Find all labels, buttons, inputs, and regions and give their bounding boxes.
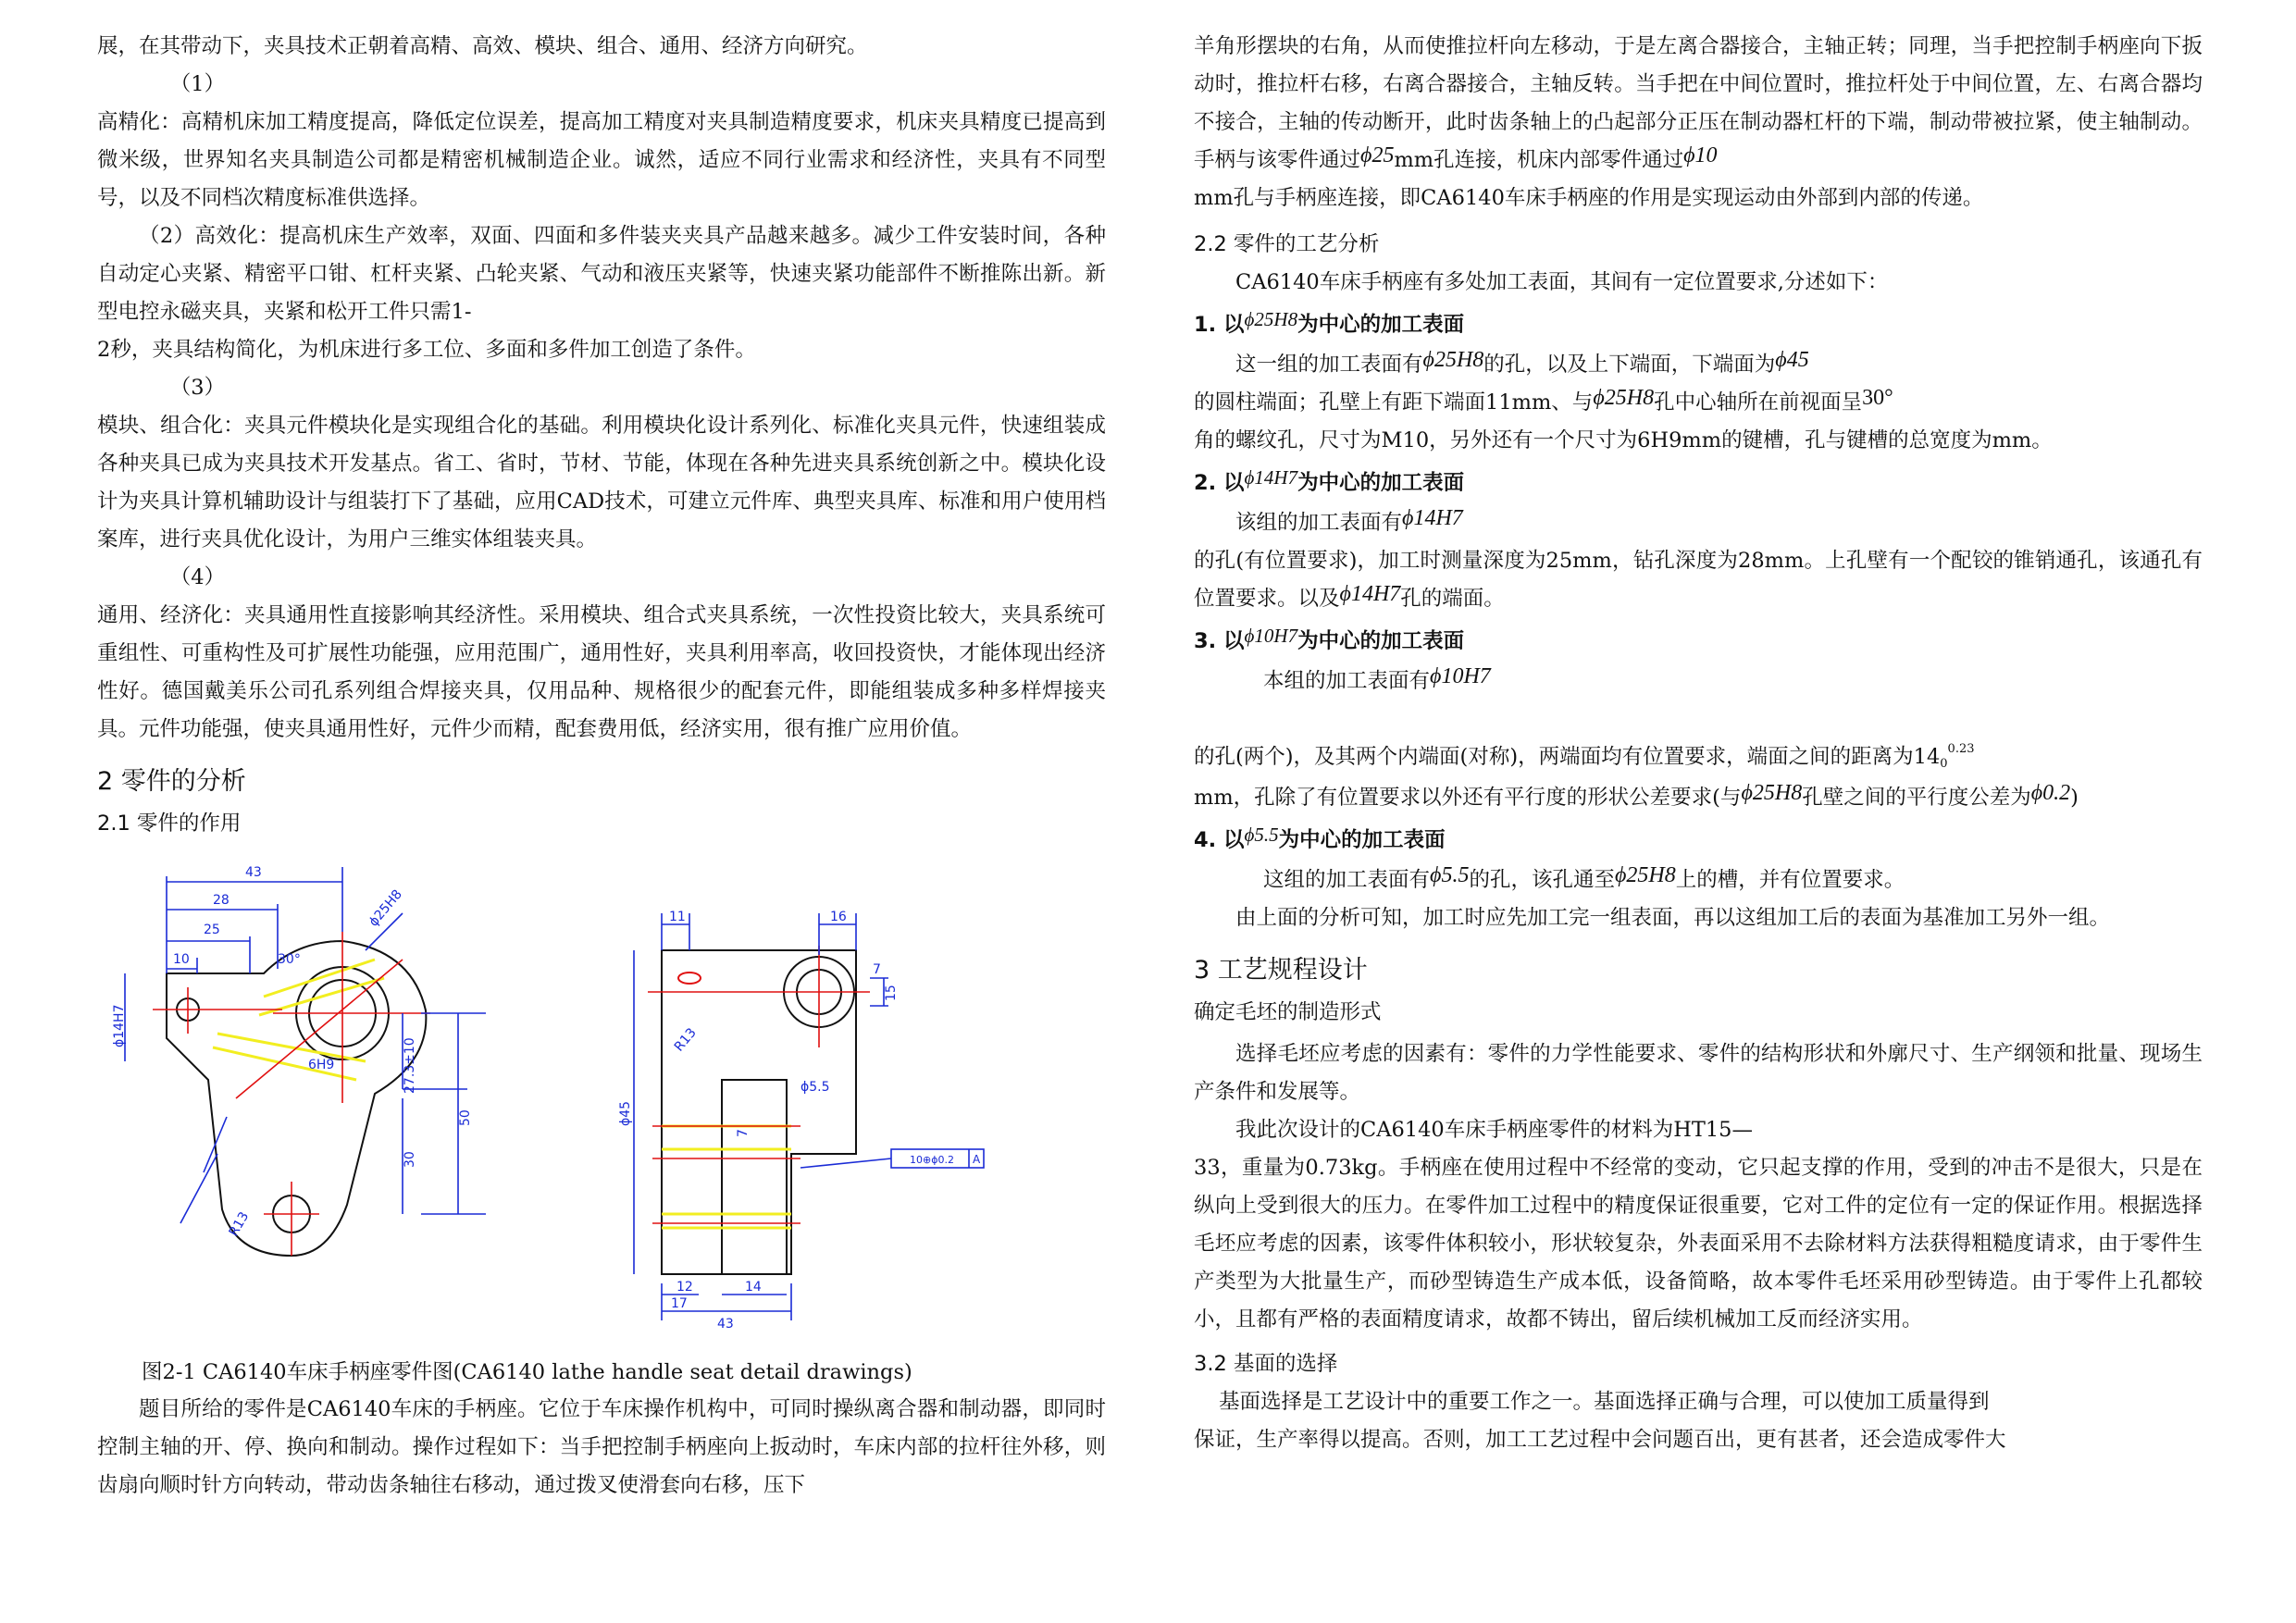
dim-label: 27.3±10 <box>403 1037 417 1094</box>
paragraph-summary: 由上面的分析可知，加工时应先加工完一组表面，再以这组加工后的表面为基准加工另外一组。 <box>1235 906 2111 930</box>
dim-label: R13 <box>226 1209 253 1239</box>
text-run: mm，孔除了有位置要求以外还有平行度的形状公差要求(与 <box>1194 786 1742 810</box>
text-run: 为中心的加工表面 <box>1278 828 1446 852</box>
text-run: 羊角形摆块的右角，从而使推拉杆向左移动，于是左离合器接合，主轴正转；同理，当手把控制手柄座向下扳动时，推拉杆右移，右离合器接合，主轴反转。当手把在中间位置时，推拉杆处于中间位置，左、右离合器均不接合，主轴的传动断开，此时齿条轴上的凸起部分正压在制动器杠杆的下端，制动带被拉紧，使主轴制动。手柄与该零件通过 <box>1194 34 2203 172</box>
text-run: 4. 以 <box>1194 828 1245 852</box>
part-drawing-figure <box>97 849 1097 1348</box>
text-run: 3. 以 <box>1194 629 1245 653</box>
dim-label: 15 <box>884 985 899 1001</box>
list-number-4: （4） <box>169 565 226 589</box>
math-symbol: ϕ14H7 <box>1402 506 1463 530</box>
item-heading-1 <box>1194 304 2203 346</box>
item-heading-2 <box>1194 462 2203 504</box>
paragraph-item-2 <box>1194 504 2203 618</box>
paragraph-item-3 <box>1194 663 2203 817</box>
text-run: ) <box>2070 786 2079 810</box>
paragraph-material-cont: 33，重量为0.73kg。手柄座在使用过程中不经常的变动，它只起支撑的作用，受到的冲击不是很大，只是在纵向上受到很大的压力。在零件加工过程中的精度保证很重要，它对工件的定位有一定的保证作用。根据选择毛坯应考虑的因素，该零件体积较小，形状较复杂，外表面采用不去除材料方法获得粗糙度请求，由于零件生产类型为大批量生产，而砂型铸造生产成本低，设备简略，故本零件毛坯采用砂型铸造。由于零件上孔都较小，且都有严格的表面精度请求，故都不铸出，留后续机械加工反而经济实用。 <box>1194 1156 2203 1332</box>
list-number-3: （3） <box>169 376 226 400</box>
figure-caption: 图2-1 CA6140车床手柄座零件图(CA6140 lathe handle seat detail drawings) <box>142 1360 912 1384</box>
text-run: 上的槽，并有位置要求。 <box>1675 868 1905 892</box>
text-run: mm孔与手柄座连接，即CA6140车床手柄座的作用是实现运动由外部到内部的传递。 <box>1194 186 1984 210</box>
section-heading-3: 3 工艺规程设计 <box>1194 956 1368 985</box>
paragraph-item-1 <box>1194 346 2203 460</box>
math-symbol: 30° <box>1862 386 1893 410</box>
text-run: 孔的端面。 <box>1400 587 1505 611</box>
dim-label: 17 <box>671 1296 688 1311</box>
dim-label: 11 <box>669 910 686 924</box>
math-symbol: ϕ25 <box>1360 143 1395 167</box>
dim-label: 43 <box>717 1317 734 1332</box>
dim-label: 14 <box>745 1280 762 1295</box>
math-symbol: ϕ14H7 <box>1244 466 1298 489</box>
text-run: 该组的加工表面有 <box>1235 511 1403 535</box>
text-run: 为中心的加工表面 <box>1297 471 1465 495</box>
item-heading-4 <box>1194 819 2203 861</box>
paragraph-item-4 <box>1194 861 2203 899</box>
dim-label: 25 <box>204 923 220 937</box>
dim-label: ϕ5.5 <box>800 1080 830 1095</box>
paragraph-general: 通用、经济化：夹具通用性直接影响其经济性。采用模块、组合式夹具系统，一次性投资比较大，夹具系统可重组性、可重构性及可扩展性功能强，应用范围广，通用性好，夹具利用率高，收回投资快，才能体现出经济性好。德国戴美乐公司孔系列组合焊接夹具，仅用品种、规格很少的配套元件，即能组装成多种多样焊接夹具。元件功能强，使夹具通用性好，元件少而精，配套费用低，经济实用，很有推广应用价值。 <box>97 603 1106 741</box>
paragraph-intro: 展，在其带动下，夹具技术正朝着高精、高效、模块、组合、通用、经济方向研究。 <box>97 34 868 58</box>
dimension-value: 14 <box>1913 745 1941 769</box>
subsection-heading-2-2: 2.2 零件的工艺分析 <box>1194 232 1380 256</box>
dim-label: R13 <box>671 1025 700 1055</box>
text-run: 这组的加工表面有 <box>1263 868 1431 892</box>
math-symbol: ϕ25H8 <box>1614 863 1676 887</box>
paragraph-datum: 基面选择是工艺设计中的重要工作之一。基面选择正确与合理，可以使加工质量得到 <box>1219 1390 1990 1414</box>
dim-label: ϕ45 <box>618 1100 633 1126</box>
text-run: mm孔连接，机床内部零件通过 <box>1394 148 1684 172</box>
text-run: 孔中心轴所在前视面呈 <box>1654 390 1863 415</box>
paragraph-part-role: 题目所给的零件是CA6140车床的手柄座。它位于车床操作机构中，可同时操纵离合器和制动器，即同时控制主轴的开、停、换向和制动。操作过程如下：当手把控制手柄座向上扳动时，车床内部的拉杆往外移，则齿扇向顺时针方向转动，带动齿条轴往右移动，通过拨叉使滑套向右移，压下 <box>97 1397 1106 1497</box>
item-heading-3 <box>1194 620 2203 663</box>
dim-label: ϕ14H7 <box>112 1004 127 1047</box>
paragraph-high-precision: 高精化：高精机床加工精度提高，降低定位误差，提高加工精度对夹具制造精度要求，机床夹具精度已提高到微米级，世界知名夹具制造公司都是精密机械制造企业。诚然，适应不同行业需求和经济性，夹具有不同型号，以及不同档次精度标准供选择。 <box>97 110 1106 210</box>
math-symbol: ϕ5.5 <box>1430 863 1470 887</box>
math-symbol: ϕ25H8 <box>1422 348 1484 372</box>
paragraph-high-efficiency: （2）高效化：提高机床生产效率，双面、四面和多件装夹夹具产品越来越多。减少工件安装时间，各种自动定心夹紧、精密平口钳、杠杆夹紧、凸轮夹紧、气动和液压夹紧等，快速夹紧功能部件不断推陈出新。新型电控永磁夹具，夹紧和松开工件只需1- <box>97 224 1106 324</box>
subsection-heading-3-2: 3.2 基面的选择 <box>1194 1352 1338 1376</box>
dim-label: 16 <box>830 910 847 924</box>
dim-label: 7 <box>736 1129 751 1137</box>
text-run: 的圆柱端面；孔壁上有距下端面11mm、与 <box>1194 390 1594 415</box>
dim-label: 7 <box>873 962 881 977</box>
math-symbol: ϕ5.5 <box>1244 824 1279 846</box>
math-symbol: ϕ25H8 <box>1593 386 1655 410</box>
tolerance-datum: A <box>973 1153 981 1166</box>
side-view <box>634 913 984 1320</box>
math-symbol: ϕ25H8 <box>1741 781 1803 805</box>
dim-label: 30° <box>278 952 301 967</box>
math-symbol: ϕ14H7 <box>1339 582 1401 606</box>
text-run: 的孔，该孔通至 <box>1469 868 1615 892</box>
text-run: 的孔，以及上下端面，下端面为 <box>1483 353 1776 377</box>
paragraph-material: 我此次设计的CA6140车床手柄座零件的材料为HT15— <box>1235 1118 1753 1142</box>
text-run: 本组的加工表面有 <box>1263 669 1431 693</box>
section-heading-2: 2 零件的分析 <box>97 767 246 796</box>
paragraph-modular: 模块、组合化：夹具元件模块化是实现组合化的基础。利用模块化设计系列化、标准化夹具元件，快速组装成各种夹具已成为夹具技术开发基点。省工、省时，节材、节能，体现在各种先进夹具系统创新之中。模块化设计为夹具计算机辅助设计与组装打下了基础，应用CAD技术，可建立元件库、典型夹具库、标准和用户使用档案库，进行夹具优化设计，为用户三维实体组装夹具。 <box>97 414 1106 551</box>
dim-label: 6H9 <box>308 1058 335 1072</box>
dim-label: ϕ25H8 <box>366 886 405 930</box>
right-column <box>1194 28 2203 1459</box>
engineering-drawing <box>97 849 1097 1348</box>
dim-label: 50 <box>458 1109 473 1126</box>
math-symbol: ϕ10 <box>1683 143 1718 167</box>
paragraph-blank-factors: 选择毛坯应考虑的因素有：零件的力学性能要求、零件的结构形状和外廓尺寸、生产纲领和批量、现场生产条件和发展等。 <box>1194 1042 2203 1104</box>
text-run: 的孔(两个)，及其两个内端面(对称)，两端面均有位置要求，端面之间的距离为 <box>1194 745 1914 769</box>
left-column <box>97 28 1106 1505</box>
dimension-lower-tol: 0 <box>1940 757 1948 771</box>
dim-label: 12 <box>676 1280 693 1295</box>
math-symbol: ϕ0.2 <box>2030 781 2071 805</box>
tolerance-frame-text: 10⊕ϕ0.2 <box>910 1154 954 1166</box>
text-run: 1. 以 <box>1194 313 1245 337</box>
paragraph-high-efficiency-cont: 2秒，夹具结构简化，为机床进行多工位、多面和多件加工创造了条件。 <box>97 338 756 362</box>
dim-label: 43 <box>245 865 262 880</box>
dim-label: 30 <box>403 1151 417 1168</box>
text-run: 这一组的加工表面有 <box>1235 353 1423 377</box>
dim-label: 28 <box>213 893 230 908</box>
subsection-heading-blank: 确定毛坯的制造形式 <box>1194 1000 1382 1024</box>
text-run: 的孔(有位置要求)，加工时测量深度为25mm，钻孔深度为28mm。上孔壁有一个配铰的锥销通孔，该通孔有位置要求。以及 <box>1194 549 2203 611</box>
subsection-heading-2-1: 2.1 零件的作用 <box>97 812 242 836</box>
dim-label: 10 <box>173 952 190 967</box>
text-run: 为中心的加工表面 <box>1297 629 1465 653</box>
dimension-upper-tol: 0.23 <box>1947 742 1975 756</box>
text-run: 2. 以 <box>1194 471 1245 495</box>
paragraph-process-analysis: CA6140车床手柄座有多处加工表面，其间有一定位置要求,分述如下： <box>1235 270 1889 294</box>
text-run: 为中心的加工表面 <box>1297 313 1465 337</box>
list-number-1: （1） <box>169 72 226 96</box>
math-symbol: ϕ25H8 <box>1244 308 1298 330</box>
front-view <box>125 867 486 1256</box>
paragraph-part-role-cont <box>1194 28 2203 217</box>
math-symbol: ϕ10H7 <box>1244 625 1298 647</box>
text-run: 孔壁之间的平行度公差为 <box>1802 786 2031 810</box>
math-symbol: ϕ10H7 <box>1430 664 1491 688</box>
paragraph-datum-cont: 保证，生产率得以提高。否则，加工工艺过程中会问题百出，更有甚者，还会造成零件大 <box>1194 1428 2006 1452</box>
text-run: 角的螺纹孔，尺寸为M10，另外还有一个尺寸为6H9mm的键槽，孔与键槽的总宽度为mm。 <box>1194 428 2053 452</box>
math-symbol: ϕ45 <box>1775 348 1809 372</box>
